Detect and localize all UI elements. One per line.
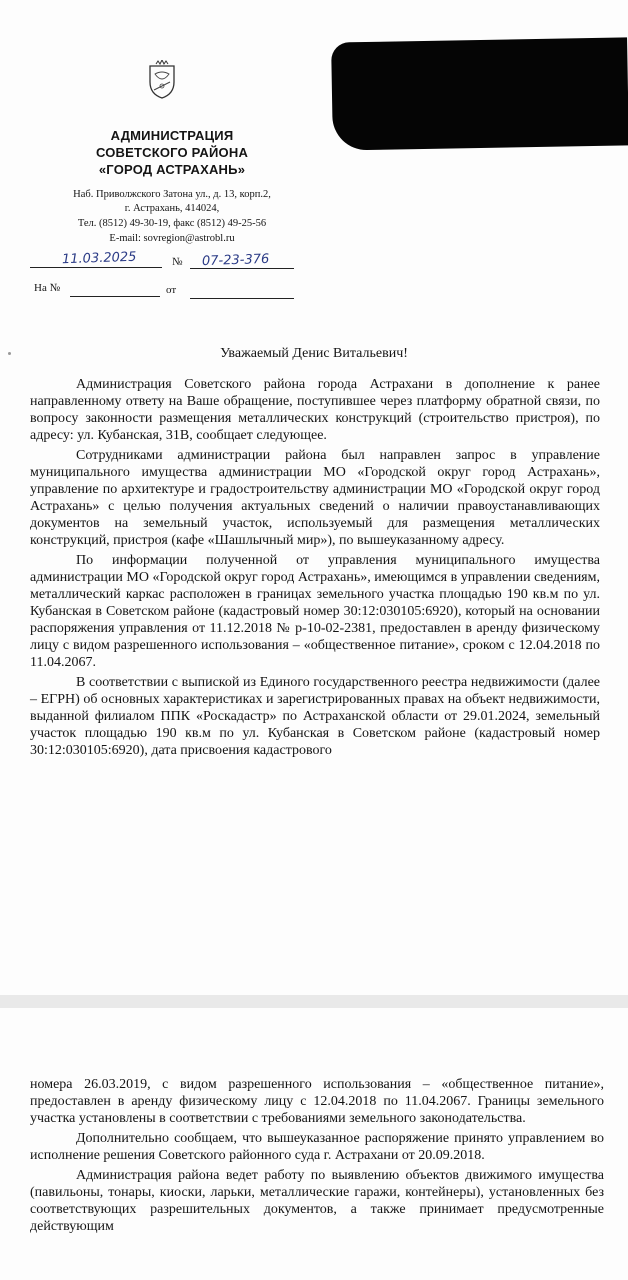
address-line2: г. Астрахань, 414024, <box>124 203 220 214</box>
org-name-line2: СОВЕТСКОГО РАЙОНА <box>95 145 249 160</box>
paragraph-property-info: По информации полученной от управления муниципального имущества администрации МО «Городской округ город Астрахань», имеющимся в управлении сведениям, металлический каркас расположен в границах земельного участка площадью 190 кв.м по ул. Кубанская в Советском районе (кадастровый номер 30:12:030105:6920), который на основании распоряжения управления от 11.12.2018 № р-10-02-2381, предоставлен в аренду физическому лицу с видом разрешенного использования – «общественное питание», сроком с 12.04.2018 по 11.04.2067. <box>30 553 600 670</box>
address-line1: Наб. Приволжского Затона ул., д. 13, корп.2, <box>73 189 271 200</box>
page1-body <box>30 376 600 762</box>
from-underline <box>190 298 294 299</box>
ref-label: На № <box>34 282 61 294</box>
paragraph-enforcement: Администрация района ведет работу по выявлению объектов движимого имущества (павильоны, тонары, киоски, ларьки, металлические гаражи, контейнеры), установленных без соответствующих разрешительных документов, а также принимает предусмотренные действующим <box>30 1168 604 1234</box>
paragraph-egrn-continued: номера 26.03.2019, с видом разрешенного использования – «общественное питание», предоставлен в аренду физическому лицу с 12.04.2018 по 11.04.2067. Границы земельного участка установлены в соответствии с требованиями земельного законодательства. <box>30 1077 604 1126</box>
org-name-line1: АДМИНИСТРАЦИЯ <box>110 128 234 143</box>
coat-of-arms-icon <box>146 60 178 100</box>
ref-underline <box>70 296 160 297</box>
number-underline <box>190 268 294 269</box>
handwritten-date: 11.03.2025 <box>61 249 137 268</box>
redaction-block <box>331 37 628 150</box>
number-sign: № <box>172 256 183 268</box>
org-name-line3: «ГОРОД АСТРАХАНЬ» <box>98 162 246 177</box>
email-line: E-mail: sovregion@astrobl.ru <box>109 233 235 244</box>
paragraph-egrn: В соответствии с выпиской из Единого государственного реестра недвижимости (далее – ЕГРН) об основных характеристиках и зарегистрированных правах на объект недвижимости, выданной филиалом ППК «Роскадастр» по Астраханской области от 29.01.2024, земельный участок площадью 190 кв.м по ул. Кубанская в Советском районе (кадастровый номер 30:12:030105:6920), дата присвоения кадастрового <box>30 675 600 758</box>
from-label: от <box>166 284 177 296</box>
page2-body <box>30 1076 604 1238</box>
handwritten-number: 07-23-376 <box>201 251 270 270</box>
letter-page-2 <box>0 1008 628 1280</box>
paragraph-court-decision: Дополнительно сообщаем, что вышеуказанное распоряжение принято управлением во исполнение решения Советского районного суда г. Астрахани от 20.09.2018. <box>30 1131 604 1163</box>
paragraph-request: Сотрудниками администрации района был направлен запрос в управление муниципального имущества администрации МО «Городской округ город Астрахань», управление по архитектуре и градостроительству администрации МО «Городской округ город Астрахань» с целью получения актуальных сведений о наличии правоустанавливающих документов на земельный участок, используемый для размещения металлических конструкций, пристроя (кафе «Шашлычный мир»), по вышеуказанному адресу. <box>30 448 600 548</box>
date-underline <box>30 267 162 268</box>
greeting: Уважаемый Денис Витальевич! <box>220 346 408 361</box>
paragraph-intro: Администрация Советского района города Астрахани в дополнение к ранее направленному ответу на Ваше обращение, поступившее через платформу обратной связи, по вопросу законности размещения металлических конструкций (строительство пристроя), по адресу: ул. Кубанская, 31В, сообщает следующее. <box>30 377 600 443</box>
phone-line: Тел. (8512) 49-30-19, факс (8512) 49-25-56 <box>77 218 267 229</box>
